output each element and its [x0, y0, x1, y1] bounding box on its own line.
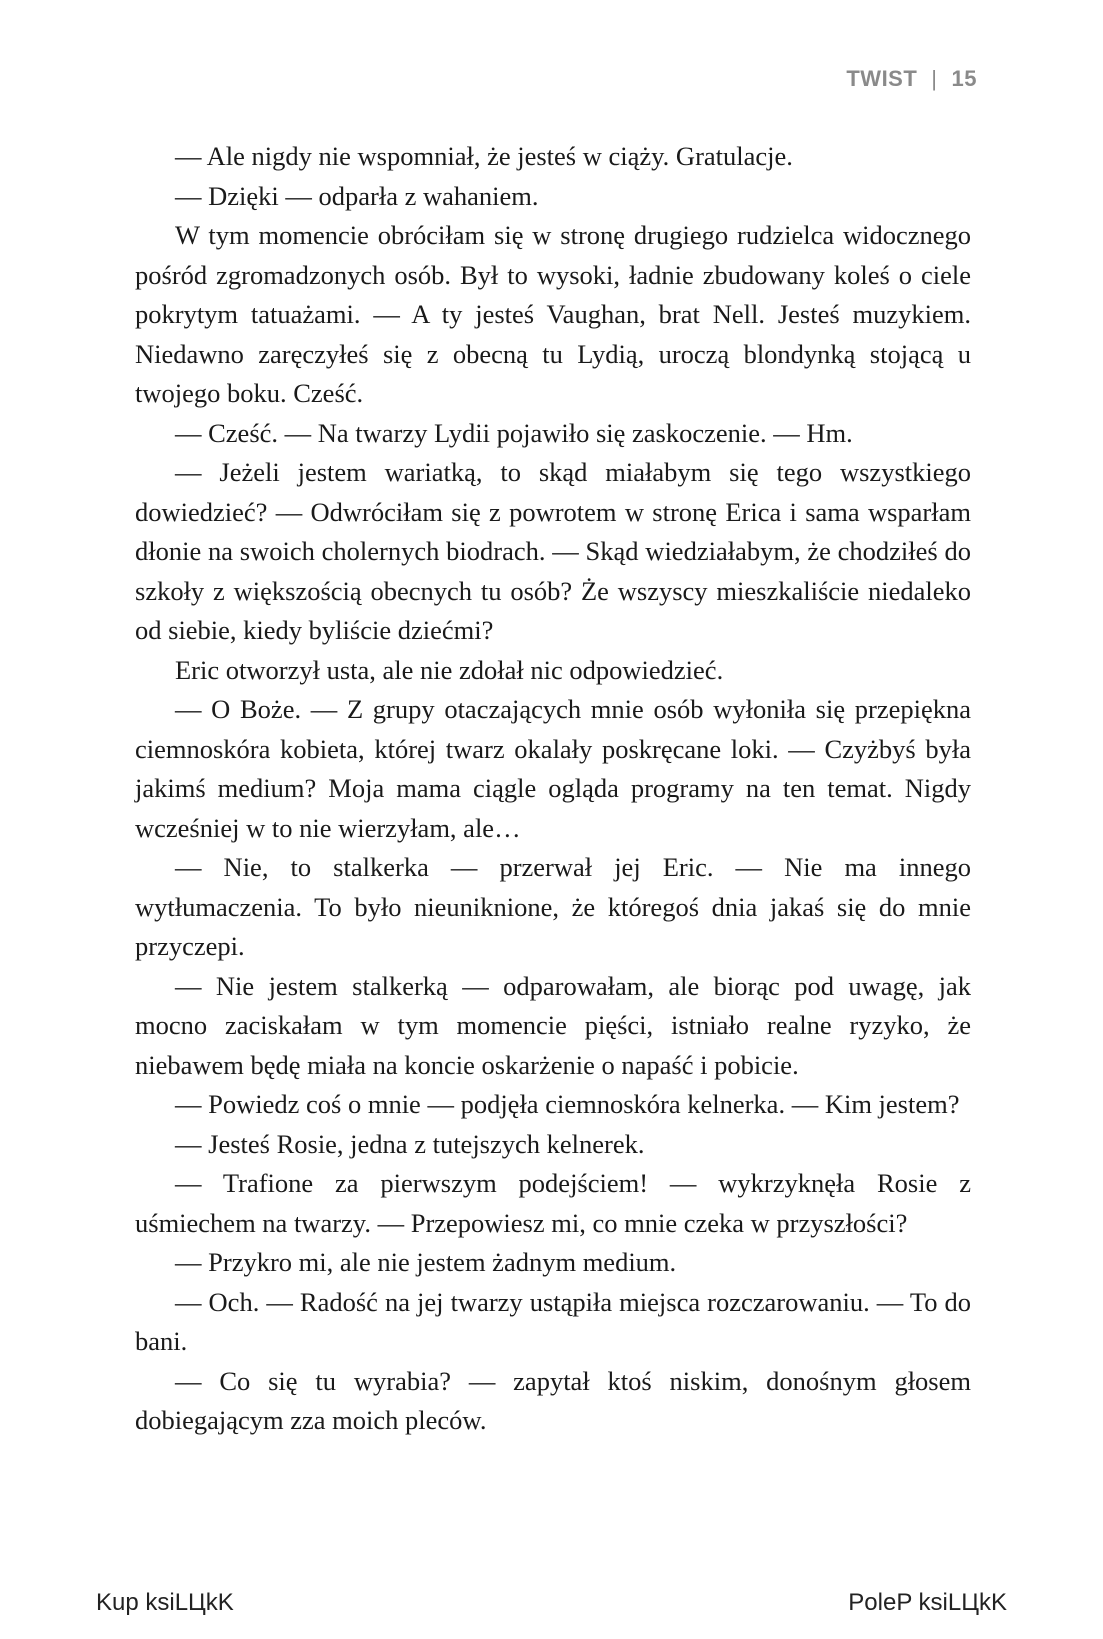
page-number: 15	[951, 66, 977, 91]
recommend-book-link[interactable]: PoleP ksiLЦkK	[848, 1589, 1007, 1616]
paragraph: — Powiedz coś o mnie — podjęła ciemnoskóra kelnerka. — Kim jestem?	[175, 1089, 960, 1119]
paragraph: — Trafione za pierwszym podejściem! — wykrzyknęła Rosie z uśmiechem na twarzy. — Przepowiesz mi, co mnie czeka w przyszłości?	[135, 1168, 971, 1238]
body-text	[135, 137, 971, 1441]
book-title: TWIST	[846, 66, 918, 91]
paragraph: — O Boże. — Z grupy otaczających mnie osób wyłoniła się przepiękna ciemnoskóra kobieta, której twarz okalały poskręcane loki. — Czyżbyś była jakimś medium? Moja mama ciągle ogląda programy na ten temat. Nigdy wcześniej w to nie wierzyłam, ale…	[135, 694, 971, 843]
paragraph: — Cześć. — Na twarzy Lydii pojawiło się zaskoczenie. — Hm.	[175, 417, 853, 448]
buy-book-link[interactable]: Kup ksiLЦkK	[96, 1589, 234, 1616]
paragraph: — Nie jestem stalkerką — odparowałam, ale biorąc pod uwagę, jak mocno zaciskałam w tym momencie pięści, istniało realne ryzyko, że niebawem będę miała na koncie oskarżenie o napaść i pobicie.	[135, 970, 971, 1080]
paragraph: — Nie, to stalkerka — przerwał jej Eric. — Nie ma innego wytłumaczenia. To było nieuniknione, że któregoś dnia jakaś się do mnie przyczepi.	[135, 852, 971, 961]
paragraph: Eric otworzył usta, ale nie zdołał nic odpowiedzieć.	[175, 654, 724, 685]
paragraph: — Co się tu wyrabia? — zapytał ktoś niskim, donośnym głosem dobiegającym zza moich pleców.	[135, 1365, 971, 1435]
paragraph: — Przykro mi, ale nie jestem żadnym medium.	[175, 1247, 677, 1277]
paragraph: — Ale nigdy nie wspomniał, że jesteś w ciąży. Gratulacje.	[175, 141, 793, 171]
paragraph: — Jeżeli jestem wariatką, to skąd miałabym się tego wszystkiego dowiedzieć? — Odwróciłam się z powrotem w stronę Erica i sama wsparłam dłonie na swoich cholernych biodrach. — Skąd wiedziałabym, że chodziłeś do szkoły z większością obecnych tu osób? Że wszyscy mieszkaliście niedaleko od siebie, kiedy byliście dziećmi?	[135, 457, 971, 645]
paragraph: — Jesteś Rosie, jedna z tutejszych kelnerek.	[175, 1128, 645, 1159]
paragraph: W tym momencie obróciłam się w stronę drugiego rudzielca widocznego pośród zgromadzonych osób. Był to wysoki, ładnie zbudowany koleś o ciele pokrytym tatuażami. — A ty jesteś Vaughan, brat Nell. Jesteś muzykiem. Niedawno zaręczyłeś się z obecną tu Lydią, uroczą blondynką stojącą u twojego boku. Cześć.	[135, 220, 971, 408]
paragraph: — Och. — Radość na jej twarzy ustąpiła miejsca rozczarowaniu. — To do bani.	[135, 1286, 971, 1356]
paragraph: — Dzięki — odparła z wahaniem.	[175, 180, 539, 211]
header-separator: |	[931, 66, 938, 91]
running-head	[846, 66, 977, 92]
